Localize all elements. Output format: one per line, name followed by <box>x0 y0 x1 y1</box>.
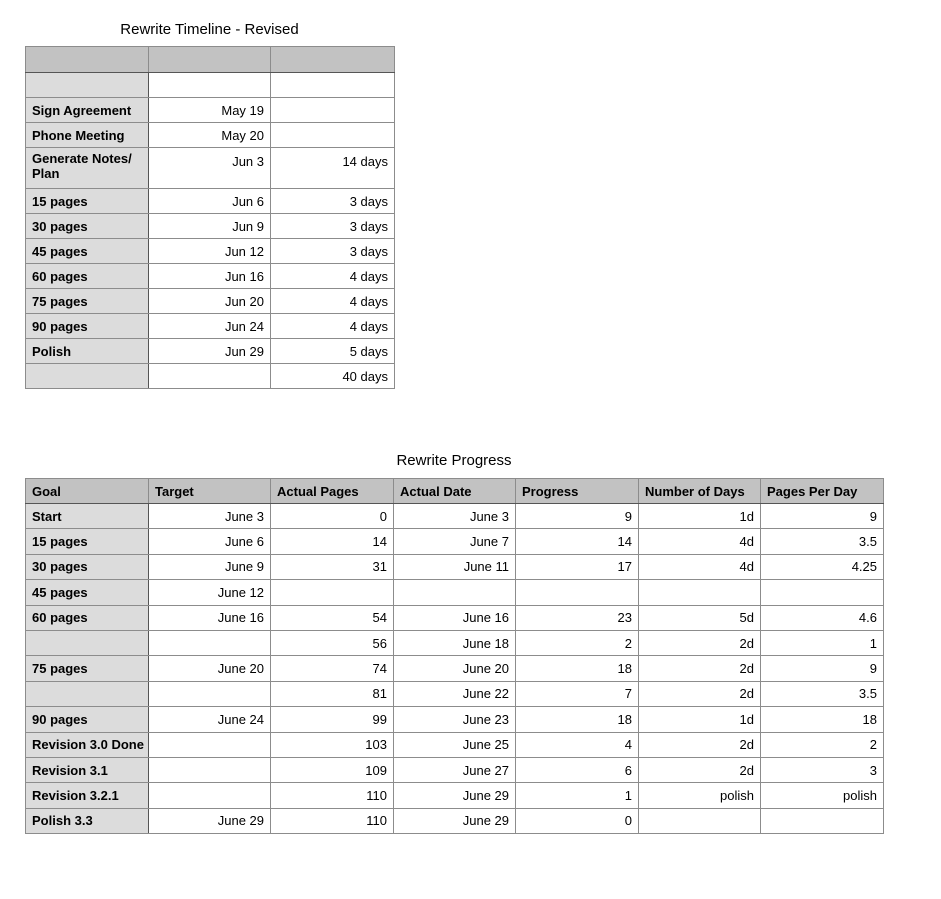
progress-row <box>26 504 884 529</box>
actual-date-cell: June 16 <box>394 605 516 630</box>
number-of-days-cell: 5d <box>639 605 761 630</box>
milestone-date: Jun 16 <box>149 264 271 289</box>
progress-title: Rewrite Progress <box>396 452 512 469</box>
timeline-total-row <box>26 364 395 389</box>
goal-cell: 45 pages <box>26 580 149 605</box>
actual-pages-cell: 31 <box>271 554 394 579</box>
progress-row <box>26 681 884 706</box>
actual-date-cell: June 29 <box>394 783 516 808</box>
goal-cell: Start <box>26 504 149 529</box>
actual-pages-cell: 54 <box>271 605 394 630</box>
milestone-date: Jun 6 <box>149 189 271 214</box>
column-header: Target <box>149 479 271 504</box>
actual-date-cell: June 3 <box>394 504 516 529</box>
number-of-days-cell: 2d <box>639 757 761 782</box>
goal-cell <box>26 681 149 706</box>
actual-date-cell: June 20 <box>394 656 516 681</box>
progress-cell: 18 <box>516 707 639 732</box>
progress-row <box>26 808 884 833</box>
progress-cell: 7 <box>516 681 639 706</box>
milestone-duration: 3 days <box>271 189 395 214</box>
progress-table <box>25 478 884 834</box>
milestone-date: Jun 12 <box>149 239 271 264</box>
total-date-cell <box>149 364 271 389</box>
column-header: Actual Pages <box>271 479 394 504</box>
number-of-days-cell: 2d <box>639 630 761 655</box>
goal-cell: 90 pages <box>26 707 149 732</box>
milestone-duration <box>271 98 395 123</box>
target-cell: June 12 <box>149 580 271 605</box>
milestone-date: May 19 <box>149 98 271 123</box>
pages-per-day-cell: 9 <box>761 656 884 681</box>
milestone-label: 90 pages <box>26 314 149 339</box>
progress-row <box>26 630 884 655</box>
goal-cell: Revision 3.0 Done <box>26 732 149 757</box>
progress-cell: 18 <box>516 656 639 681</box>
milestone-date: May 20 <box>149 123 271 148</box>
actual-date-cell: June 22 <box>394 681 516 706</box>
total-label-cell <box>26 364 149 389</box>
total-duration: 40 days <box>271 364 395 389</box>
actual-date-cell: June 18 <box>394 630 516 655</box>
header-cell <box>26 47 149 73</box>
progress-cell: 4 <box>516 732 639 757</box>
progress-row <box>26 580 884 605</box>
actual-date-cell: June 29 <box>394 808 516 833</box>
timeline-table <box>25 46 395 389</box>
milestone-date: Jun 3 <box>149 148 271 189</box>
pages-per-day-cell <box>761 580 884 605</box>
actual-pages-cell: 110 <box>271 808 394 833</box>
timeline-blank-row <box>26 73 395 98</box>
milestone-label: 30 pages <box>26 214 149 239</box>
actual-pages-cell: 103 <box>271 732 394 757</box>
pages-per-day-cell <box>761 808 884 833</box>
target-cell: June 9 <box>149 554 271 579</box>
header-cell <box>271 47 395 73</box>
target-cell: June 29 <box>149 808 271 833</box>
number-of-days-cell: 4d <box>639 529 761 554</box>
number-of-days-cell: 2d <box>639 681 761 706</box>
actual-pages-cell: 14 <box>271 529 394 554</box>
number-of-days-cell: 2d <box>639 732 761 757</box>
target-cell <box>149 630 271 655</box>
timeline-row <box>26 98 395 123</box>
actual-pages-cell: 99 <box>271 707 394 732</box>
progress-cell: 2 <box>516 630 639 655</box>
milestone-label: Generate Notes/ Plan <box>26 148 149 189</box>
actual-pages-cell: 110 <box>271 783 394 808</box>
timeline-row <box>26 148 395 189</box>
timeline-row <box>26 289 395 314</box>
pages-per-day-cell: polish <box>761 783 884 808</box>
timeline-row <box>26 264 395 289</box>
pages-per-day-cell: 9 <box>761 504 884 529</box>
progress-cell: 14 <box>516 529 639 554</box>
progress-cell: 23 <box>516 605 639 630</box>
column-header: Number of Days <box>639 479 761 504</box>
milestone-duration: 4 days <box>271 314 395 339</box>
number-of-days-cell <box>639 580 761 605</box>
timeline-row <box>26 189 395 214</box>
date-cell <box>149 73 271 98</box>
number-of-days-cell <box>639 808 761 833</box>
actual-date-cell: June 27 <box>394 757 516 782</box>
milestone-label: 75 pages <box>26 289 149 314</box>
column-header: Pages Per Day <box>761 479 884 504</box>
milestone-label: 45 pages <box>26 239 149 264</box>
milestone-label: 60 pages <box>26 264 149 289</box>
actual-date-cell <box>394 580 516 605</box>
target-cell: June 3 <box>149 504 271 529</box>
progress-row <box>26 732 884 757</box>
timeline-row <box>26 214 395 239</box>
number-of-days-cell: polish <box>639 783 761 808</box>
pages-per-day-cell: 4.25 <box>761 554 884 579</box>
goal-cell: Polish 3.3 <box>26 808 149 833</box>
actual-date-cell: June 7 <box>394 529 516 554</box>
progress-row <box>26 529 884 554</box>
actual-pages-cell: 56 <box>271 630 394 655</box>
actual-date-cell: June 25 <box>394 732 516 757</box>
pages-per-day-cell: 3.5 <box>761 681 884 706</box>
progress-cell <box>516 580 639 605</box>
number-of-days-cell: 1d <box>639 707 761 732</box>
milestone-label: Phone Meeting <box>26 123 149 148</box>
progress-header-row <box>26 479 884 504</box>
number-of-days-cell: 2d <box>639 656 761 681</box>
goal-cell: 15 pages <box>26 529 149 554</box>
pages-per-day-cell: 3.5 <box>761 529 884 554</box>
column-header: Actual Date <box>394 479 516 504</box>
progress-row <box>26 605 884 630</box>
goal-cell: 75 pages <box>26 656 149 681</box>
progress-cell: 9 <box>516 504 639 529</box>
timeline-row <box>26 123 395 148</box>
actual-pages-cell: 81 <box>271 681 394 706</box>
goal-cell <box>26 630 149 655</box>
progress-row <box>26 707 884 732</box>
progress-cell: 17 <box>516 554 639 579</box>
milestone-duration: 4 days <box>271 264 395 289</box>
milestone-label: Polish <box>26 339 149 364</box>
milestone-label: Sign Agreement <box>26 98 149 123</box>
milestone-duration: 14 days <box>271 148 395 189</box>
milestone-duration: 3 days <box>271 214 395 239</box>
timeline-header-row <box>26 47 395 73</box>
number-of-days-cell: 4d <box>639 554 761 579</box>
target-cell: June 24 <box>149 707 271 732</box>
milestone-date: Jun 9 <box>149 214 271 239</box>
target-cell: June 6 <box>149 529 271 554</box>
timeline-row <box>26 314 395 339</box>
milestone-date: Jun 24 <box>149 314 271 339</box>
header-cell <box>149 47 271 73</box>
timeline-row <box>26 339 395 364</box>
column-header: Progress <box>516 479 639 504</box>
timeline-row <box>26 239 395 264</box>
actual-pages-cell <box>271 580 394 605</box>
pages-per-day-cell: 2 <box>761 732 884 757</box>
goal-cell: 30 pages <box>26 554 149 579</box>
goal-cell: Revision 3.2.1 <box>26 783 149 808</box>
pages-per-day-cell: 1 <box>761 630 884 655</box>
target-cell: June 16 <box>149 605 271 630</box>
milestone-duration <box>271 123 395 148</box>
timeline-title: Rewrite Timeline - Revised <box>120 21 299 38</box>
column-header: Goal <box>26 479 149 504</box>
actual-pages-cell: 0 <box>271 504 394 529</box>
target-cell <box>149 681 271 706</box>
progress-cell: 6 <box>516 757 639 782</box>
duration-cell <box>271 73 395 98</box>
milestone-duration: 3 days <box>271 239 395 264</box>
progress-row <box>26 554 884 579</box>
actual-date-cell: June 11 <box>394 554 516 579</box>
actual-pages-cell: 74 <box>271 656 394 681</box>
progress-cell: 0 <box>516 808 639 833</box>
pages-per-day-cell: 18 <box>761 707 884 732</box>
milestone-duration: 5 days <box>271 339 395 364</box>
target-cell: June 20 <box>149 656 271 681</box>
progress-cell: 1 <box>516 783 639 808</box>
milestone-date: Jun 20 <box>149 289 271 314</box>
actual-pages-cell: 109 <box>271 757 394 782</box>
pages-per-day-cell: 4.6 <box>761 605 884 630</box>
pages-per-day-cell: 3 <box>761 757 884 782</box>
label-cell <box>26 73 149 98</box>
progress-row <box>26 656 884 681</box>
progress-row <box>26 783 884 808</box>
actual-date-cell: June 23 <box>394 707 516 732</box>
progress-row <box>26 757 884 782</box>
goal-cell: Revision 3.1 <box>26 757 149 782</box>
target-cell <box>149 783 271 808</box>
target-cell <box>149 732 271 757</box>
number-of-days-cell: 1d <box>639 504 761 529</box>
milestone-label: 15 pages <box>26 189 149 214</box>
milestone-duration: 4 days <box>271 289 395 314</box>
milestone-date: Jun 29 <box>149 339 271 364</box>
target-cell <box>149 757 271 782</box>
goal-cell: 60 pages <box>26 605 149 630</box>
